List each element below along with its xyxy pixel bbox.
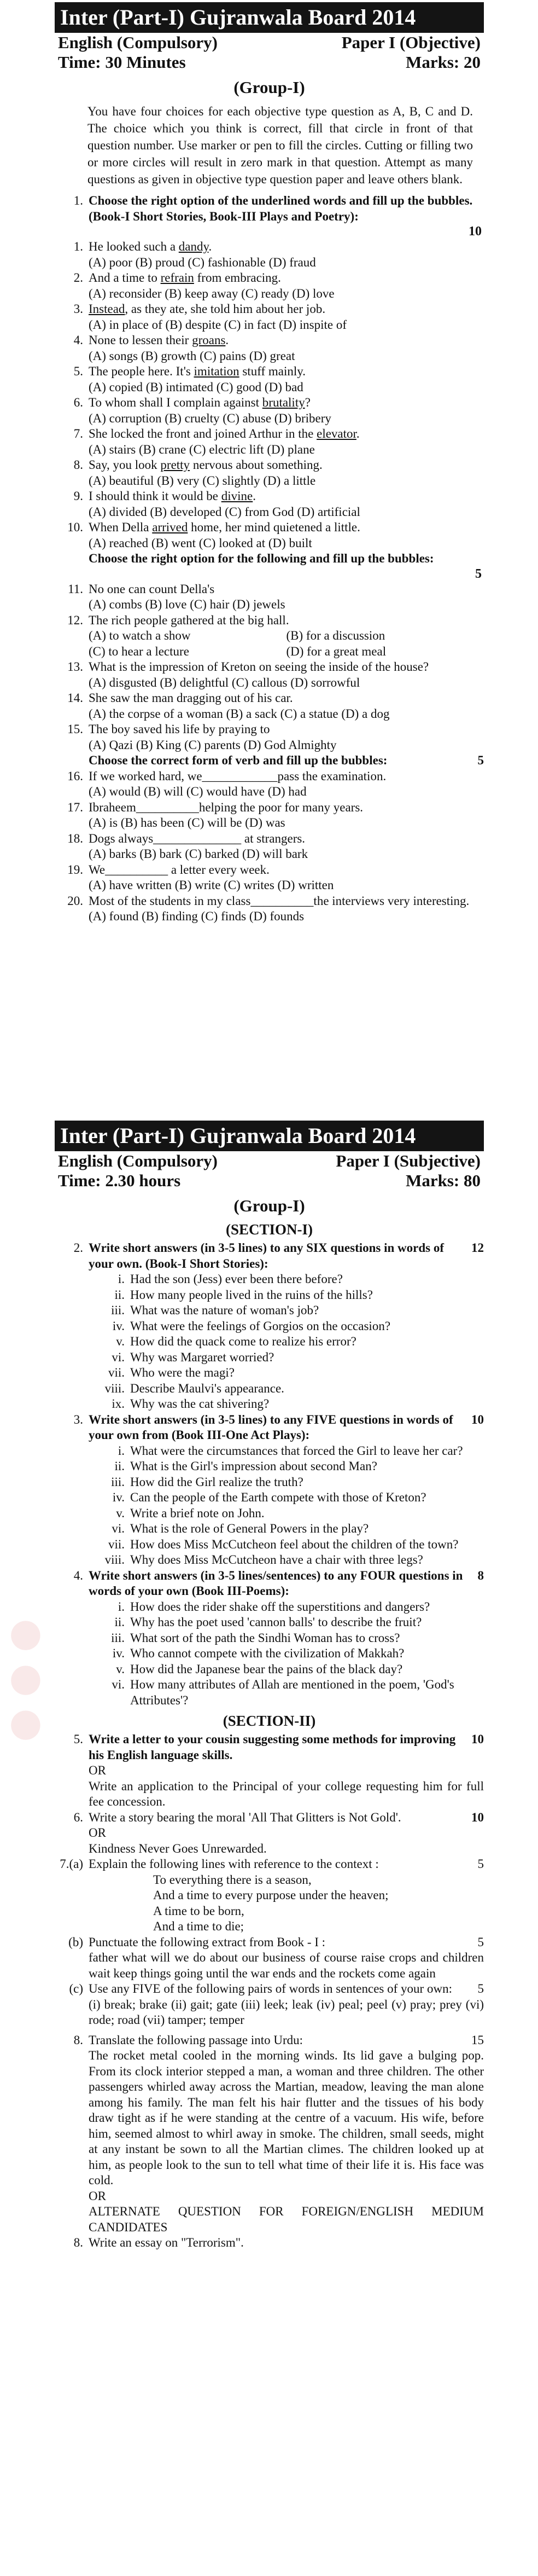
short-question-text: What were the feelings of Gorgios on the occasion?: [130, 1319, 391, 1333]
paper1-instructions: You have four choices for each objective type question as A, B, C and D. The choice which you think is correct, fill that circle in front of that question number. Use marker or pen to fill the circles. Cutting or filling two or more circles will result in zero mark in that question. Attempt as many questions as given in objective type question paper and leave others blank.: [87, 105, 473, 186]
item-options: (A) reconsider (B) keep away (C) ready (D) love: [89, 286, 335, 300]
sentence-pre: To whom shall I complain against: [89, 396, 262, 409]
item-sentence: [89, 489, 484, 504]
mcq-item: [55, 239, 484, 255]
short-question-text: How many attributes of Allah are mentioned in the poem, 'God's Attributes'?: [130, 1678, 454, 1707]
item-number: 1.: [73, 240, 83, 253]
sentence-pre: The people here. It's: [89, 364, 194, 378]
option: (A) to watch a show: [89, 629, 191, 642]
mcq-item: [55, 489, 484, 504]
underlined-word: divine: [221, 489, 253, 503]
paper2-group: (Group-I): [233, 1196, 305, 1215]
short-question-text: How many people lived in the ruins of the hills?: [130, 1287, 373, 1302]
short-question-text: Can the people of the Earth compete with those of Kreton?: [130, 1490, 426, 1504]
short-question-text: How does Miss McCutcheon feel about the children of the town?: [130, 1537, 459, 1551]
sq-7a: 7.(a) Explain the following lines with reference to the context : 5: [55, 1856, 484, 1872]
item-number: 11.: [68, 582, 83, 596]
question-text: Write a letter to your cousin suggesting some methods for improving his English language skills.: [89, 1732, 456, 1762]
mcq-list-2: [55, 582, 484, 753]
sentence-pre: When Della: [89, 520, 153, 534]
underlined-word: Instead: [89, 302, 125, 316]
item-number: 10.: [67, 520, 83, 534]
underlined-word: groans: [192, 333, 226, 347]
short-question-text: How did the Girl realize the truth?: [130, 1475, 303, 1489]
question-text: Choose the correct form of verb and fill up the bubbles:: [89, 753, 388, 767]
sq2-list: [55, 1272, 484, 1412]
item-sentence: We__________ a letter every week.: [89, 862, 270, 877]
roman-number: iii.: [111, 1631, 125, 1645]
sq-2: 2. Write short answers (in 3-5 lines) to any SIX questions in words of your own. (Book-I Short Stories): 12: [55, 1240, 484, 1272]
question-text: Punctuate the following extract from Book - I :: [89, 1935, 326, 1949]
roman-number: v.: [116, 1506, 125, 1520]
sq-7b: (b) Punctuate the following extract from Book - I : 5: [55, 1935, 484, 1951]
subjective-paper: [55, 1121, 484, 2251]
paper1-meta-row2: [55, 53, 484, 72]
item-options: (A) beautiful (B) very (C) slightly (D) a little: [89, 473, 316, 488]
item-options: (A) would (B) will (C) would have (D) had: [89, 785, 307, 798]
item-options: (A) have written (B) write (C) writes (D) written: [89, 878, 334, 892]
question-text: Write short answers (in 3-5 lines/sentences) to any FOUR questions in words of your own (Book III-Poems):: [89, 1568, 463, 1598]
sentence-pre: None to lessen their: [89, 333, 192, 347]
short-question-text: How did the Japanese bear the pains of the black day?: [130, 1662, 403, 1676]
roman-number: vii.: [108, 1537, 125, 1551]
roman-number: ii.: [114, 1615, 125, 1629]
item-options: (A) is (B) has been (C) will be (D) was: [89, 816, 285, 829]
sentence-post: .: [225, 333, 229, 347]
item-sentence: The boy saved his life by praying to: [89, 722, 270, 736]
option: (B) for a discussion: [286, 629, 385, 642]
short-question-text: What sort of the path the Sindhi Woman has to cross?: [130, 1631, 400, 1645]
sq-7c: (c) Use any FIVE of the following pairs of words in sentences of your own: 5: [55, 1981, 484, 1997]
roman-number: iv.: [112, 1646, 125, 1660]
mcq-item: [55, 301, 484, 317]
sentence-pre: I should think it would be: [89, 489, 221, 503]
mcq-item: [55, 270, 484, 286]
underlined-word: dandy: [178, 240, 209, 253]
translation-passage: The rocket metal cooled in the morning winds. Its lid gave a bulging pop. From its clock interior stepped a man, a woman and three children. The other passengers whirled away across the Martian, meadow, leaving the man alone among his family. The man felt his hair flutter and the tissues of his body draw tight as if he were standing at the centre of a vacuum. His wife, before him, seemed almost to whirl away in smoke. The children, small seeds, might at any instant be sown to all the Martian climes. The children looked up at him, as people look to the sun to tell what time of their life it is. His face was cold.: [89, 2049, 484, 2187]
short-question-text: Who cannot compete with the civilization of Makkah?: [130, 1646, 405, 1660]
mcq-item: [55, 862, 484, 878]
sentence-post: from embracing.: [194, 271, 281, 285]
short-question: [55, 1521, 484, 1537]
roman-number: ix.: [112, 1397, 125, 1411]
item-options: (A) disgusted (B) delightful (C) callous (D) sorrowful: [89, 675, 360, 689]
sq-5: 5. Write a letter to your cousin suggesting some methods for improving his English language skills. 10: [55, 1732, 484, 1763]
short-question: [55, 1334, 484, 1350]
question-marks: 10: [471, 1810, 484, 1824]
paper2-meta-row2: [55, 1171, 484, 1191]
sq6-alternative: Kindness Never Goes Unrewarded.: [89, 1841, 267, 1855]
short-question: [55, 1365, 484, 1381]
sq-3: 3. Write short answers (in 3-5 lines) to any FIVE questions in words of your own from (Book III-One Act Plays): 10: [55, 1412, 484, 1443]
roman-number: vi.: [112, 1678, 125, 1691]
question-marks: 15: [471, 2033, 484, 2047]
item-options: (A) poor (B) proud (C) fashionable (D) fraud: [89, 255, 316, 269]
short-question: [55, 1459, 484, 1475]
short-question: [55, 1552, 484, 1568]
sentence-post: ?: [305, 396, 311, 409]
word-pairs: (i) break; brake (ii) gait; gate (iii) leek; leak (iv) peal; peel (v) pray; prey (vi) rode; road (vii) tamper; temper: [89, 1997, 484, 2027]
short-question: [55, 1631, 484, 1646]
paper2-time: Time: 2.30 hours: [58, 1171, 181, 1190]
question-marks: 10: [471, 1732, 484, 1746]
question-marks: 5: [477, 753, 484, 767]
short-question: [55, 1381, 484, 1397]
item-number: 4.: [73, 333, 83, 347]
short-question: [55, 1287, 484, 1303]
poem-lines: [55, 1872, 484, 1935]
alternate-heading: ALTERNATE QUESTION FOR FOREIGN/ENGLISH MEDIUM CANDIDATES: [89, 2204, 484, 2234]
paper2-subject: English (Compulsory): [58, 1151, 218, 1170]
item-number: 9.: [73, 489, 83, 503]
sentence-post: stuff mainly.: [239, 364, 306, 378]
sentence-post: home, her mind quietened a little.: [188, 520, 360, 534]
item-sentence: If we worked hard, we____________pass the examination.: [89, 769, 387, 783]
short-question: [55, 1677, 484, 1708]
roman-number: ii.: [114, 1287, 125, 1302]
item-number: 3.: [73, 302, 83, 316]
item-sentence: Most of the students in my class__________the interviews very interesting.: [89, 894, 470, 908]
roman-number: i.: [118, 1443, 125, 1458]
roman-number: i.: [118, 1599, 125, 1614]
item-number: 7.: [73, 427, 83, 440]
mcq-item: [55, 800, 484, 816]
sq5-alternative: Write an application to the Principal of your college requesting him for full fee concession.: [89, 1779, 484, 1808]
roman-number: vi.: [112, 1350, 125, 1364]
short-question: [55, 1599, 484, 1615]
section-2-heading: (SECTION-II): [223, 1713, 316, 1729]
underlined-word: pretty: [160, 458, 190, 472]
sentence-post: .: [356, 427, 360, 440]
short-question: [55, 1506, 484, 1522]
underlined-word: refrain: [160, 271, 194, 285]
mcq-item: [55, 691, 484, 706]
item-sentence: [89, 333, 484, 349]
item-sentence: [89, 520, 484, 536]
sentence-post: .: [253, 489, 256, 503]
item-options: (A) songs (B) growth (C) pains (D) great: [89, 349, 295, 363]
roman-number: viii.: [104, 1553, 125, 1567]
short-question-text: Why has the poet used 'cannon balls' to describe the fruit?: [130, 1615, 422, 1629]
short-question-text: Who were the magi?: [130, 1366, 235, 1379]
short-question: [55, 1646, 484, 1662]
item-options: (A) reached (B) went (C) looked at (D) built: [89, 536, 312, 550]
objective-paper: [55, 2, 484, 925]
poem-line: A time to be born,: [153, 1904, 244, 1918]
short-question-text: How does the rider shake off the superstitions and dangers?: [130, 1599, 430, 1614]
item-options: (A) found (B) finding (C) finds (D) founds: [89, 909, 305, 923]
underlined-word: elevator: [317, 427, 356, 440]
item-sentence: The rich people gathered at the big hall.: [89, 613, 289, 627]
item-number: 16.: [67, 769, 83, 783]
short-question: [55, 1272, 484, 1287]
mcq-item: [55, 426, 484, 442]
or-label: OR: [89, 2189, 106, 2203]
short-question: [55, 1350, 484, 1366]
roman-number: vii.: [108, 1366, 125, 1379]
option: (C) to hear a lecture: [89, 644, 189, 658]
item-options: (A) Qazi (B) King (C) parents (D) God Almighty: [89, 738, 337, 752]
item-sentence: [89, 301, 484, 317]
mcq-list-1: [55, 239, 484, 551]
question-marks: 5: [477, 1935, 484, 1949]
question-marks: 8: [477, 1568, 484, 1582]
short-question-text: What were the circumstances that forced the Girl to leave her car?: [130, 1443, 463, 1458]
question-marks: 5: [477, 1982, 484, 1995]
punctuation-extract: father what will we do about our business of course raise crops and children wait keep things going until the war ends and the rockets come again: [89, 1951, 484, 1980]
option: (D) for a great meal: [286, 644, 387, 658]
sq3-list: [55, 1443, 484, 1568]
item-number: 18.: [67, 831, 83, 845]
roman-number: ii.: [114, 1459, 125, 1473]
short-question-text: Why was Margaret worried?: [130, 1350, 274, 1364]
question-text: Write an essay on "Terrorism".: [89, 2236, 244, 2249]
item-sentence: [89, 426, 484, 442]
roman-number: iv.: [112, 1319, 125, 1333]
sentence-pre: And a time to: [89, 271, 161, 285]
question-text: Choose the right option for the following and fill up the bubbles:: [89, 552, 434, 565]
sentence-pre: He looked such a: [89, 240, 179, 253]
paper2-paper: Paper I (Subjective): [336, 1151, 481, 1170]
sentence-pre: She locked the front and joined Arthur in the: [89, 427, 317, 440]
short-question: [55, 1475, 484, 1490]
short-question: [55, 1537, 484, 1553]
item-sentence: [89, 364, 484, 380]
question-text: Write short answers (in 3-5 lines) to any SIX questions in words of your own. (Book-I Short Stories):: [89, 1241, 445, 1270]
item-number: 15.: [67, 722, 83, 736]
paper1-group: (Group-I): [233, 78, 305, 97]
mcq-item: [55, 613, 484, 629]
mcq-item: [55, 395, 484, 411]
mcq-list-3: [55, 769, 484, 925]
question-marks: 10: [469, 224, 482, 239]
or-label: OR: [89, 1826, 106, 1840]
question-2: [55, 551, 484, 567]
short-question: [55, 1319, 484, 1335]
roman-number: iv.: [112, 1490, 125, 1504]
mcq-item: [55, 769, 484, 785]
short-question: [55, 1490, 484, 1506]
item-sentence: She saw the man dragging out of his car.: [89, 691, 293, 705]
item-sentence: [89, 239, 484, 255]
short-question: [55, 1396, 484, 1412]
poem-line: And a time to die;: [153, 1919, 244, 1933]
item-options: (A) stairs (B) crane (C) electric lift (D) plane: [89, 442, 315, 456]
short-question-text: Write a brief note on John.: [130, 1506, 265, 1520]
sq-8: 8. Translate the following passage into Urdu: 15: [55, 2033, 484, 2049]
item-options: (A) in place of (B) despite (C) in fact (D) inspite of: [89, 317, 347, 332]
or-label: OR: [89, 1763, 106, 1777]
mcq-item: [55, 831, 484, 847]
underlined-word: brutality: [262, 396, 305, 409]
paper2-banner: Inter (Part-I) Gujranwala Board 2014: [55, 1121, 484, 1151]
question-marks: 12: [471, 1241, 484, 1255]
paper2-meta-row1: [55, 1151, 484, 1171]
roman-number: v.: [116, 1335, 125, 1348]
mcq-item: [55, 894, 484, 909]
underlined-word: arrived: [152, 520, 188, 534]
item-options: (A) corruption (B) cruelty (C) abuse (D) bribery: [89, 411, 331, 425]
item-options: [55, 644, 484, 660]
question-text: Write a story bearing the moral 'All That Glitters is Not Gold'.: [89, 1810, 401, 1824]
question-1: [55, 193, 484, 224]
item-sentence: No one can count Della's: [89, 582, 215, 596]
short-question-text: Why was the cat shivering?: [130, 1397, 270, 1411]
short-question-text: What is the role of General Powers in the play?: [130, 1522, 369, 1535]
roman-number: i.: [118, 1272, 125, 1286]
short-question-text: Describe Maulvi's appearance.: [130, 1381, 284, 1395]
mcq-item: [55, 333, 484, 349]
section-1-heading: (SECTION-I): [225, 1221, 313, 1238]
item-sentence: [89, 270, 484, 286]
item-options: (A) barks (B) bark (C) barked (D) will bark: [89, 847, 308, 861]
mcq-item: [55, 659, 484, 675]
roman-number: iii.: [111, 1475, 125, 1489]
question-marks: 5: [477, 1857, 484, 1871]
paper1-paper: Paper I (Objective): [341, 33, 481, 52]
sentence-post: .: [208, 240, 212, 253]
sq-6: 6. Write a story bearing the moral 'All That Glitters is Not Gold'. 10: [55, 1810, 484, 1826]
item-number: 2.: [73, 271, 83, 285]
item-number: 5.: [73, 364, 83, 378]
question-number: 1.: [73, 194, 83, 207]
item-sentence: [89, 395, 484, 411]
question-text: Choose the right option of the underlined words and fill up the bubbles. (Book-I Short Stories, Book-III Plays and Poetry):: [89, 194, 473, 223]
short-question: [55, 1443, 484, 1459]
item-sentence: Ibraheem__________helping the poor for many years.: [89, 800, 364, 814]
item-options: (A) copied (B) intimated (C) good (D) bad: [89, 380, 303, 394]
mcq-item: [55, 582, 484, 597]
paper1-banner: Inter (Part-I) Gujranwala Board 2014: [55, 2, 484, 33]
short-question-text: What is the Girl's impression about second Man?: [130, 1459, 377, 1473]
roman-number: v.: [116, 1662, 125, 1676]
paper1-subject: English (Compulsory): [58, 33, 218, 52]
item-number: 20.: [67, 894, 83, 908]
item-sentence: [89, 457, 484, 473]
short-question-text: Had the son (Jess) ever been there before?: [130, 1272, 343, 1286]
short-question: [55, 1662, 484, 1678]
question-text: Write short answers (in 3-5 lines) to any FIVE questions in words of your own from (Book III-One Act Plays):: [89, 1412, 453, 1442]
item-sentence: What is the impression of Kreton on seeing the inside of the house?: [89, 660, 429, 674]
sentence-post: nervous about something.: [190, 458, 323, 472]
short-question: [55, 1303, 484, 1319]
question-marks: 5: [475, 566, 482, 581]
watermark: ●●●: [3, 1616, 48, 1751]
mcq-item: [55, 520, 484, 536]
question-marks: 10: [471, 1412, 484, 1426]
question-text: Explain the following lines with reference to the context :: [89, 1857, 379, 1871]
short-question-text: How did the quack come to realize his error?: [130, 1335, 356, 1348]
roman-number: viii.: [104, 1381, 125, 1395]
roman-number: iii.: [111, 1303, 125, 1317]
sentence-pre: Say, you look: [89, 458, 161, 472]
paper1-time: Time: 30 Minutes: [58, 53, 186, 72]
item-options: (A) combs (B) love (C) hair (D) jewels: [89, 597, 285, 611]
mcq-item: [55, 457, 484, 473]
paper1-meta-row1: [55, 33, 484, 53]
item-sentence: Dogs always______________ at strangers.: [89, 831, 306, 845]
short-question: [55, 1615, 484, 1631]
paper1-marks: Marks: 20: [406, 53, 481, 72]
short-question-text: What was the nature of woman's job?: [130, 1303, 319, 1317]
item-options: (A) divided (B) developed (C) from God (D) artificial: [89, 504, 360, 519]
item-options: (A) the corpse of a woman (B) a sack (C) a statue (D) a dog: [89, 706, 390, 721]
sq4-list: [55, 1599, 484, 1709]
item-number: 14.: [67, 691, 83, 705]
item-number: 17.: [67, 800, 83, 814]
question-text: Translate the following passage into Urdu:: [89, 2033, 303, 2047]
short-question-text: Why does Miss McCutcheon have a chair with three legs?: [130, 1553, 423, 1567]
sentence-post: , as they ate, she told him about her job.: [125, 302, 326, 316]
mcq-item: [55, 364, 484, 380]
roman-number: vi.: [112, 1522, 125, 1535]
item-number: 19.: [67, 862, 83, 877]
item-number: 8.: [73, 458, 83, 472]
poem-line: To everything there is a season,: [153, 1872, 312, 1887]
sq-8-alt: 8. Write an essay on "Terrorism".: [55, 2235, 484, 2251]
item-number: 6.: [73, 396, 83, 409]
item-number: 13.: [67, 660, 83, 674]
paper2-marks: Marks: 80: [406, 1171, 481, 1190]
item-number: 12.: [67, 613, 83, 627]
poem-line: And a time to every purpose under the heaven;: [153, 1888, 389, 1902]
sq-4: 4. Write short answers (in 3-5 lines/sentences) to any FOUR questions in words of your own (Book III-Poems): 8: [55, 1568, 484, 1599]
question-text: Use any FIVE of the following pairs of words in sentences of your own:: [89, 1982, 452, 1995]
question-3: [55, 753, 484, 769]
item-options: [55, 628, 484, 644]
underlined-word: imitation: [194, 364, 239, 378]
mcq-item: [55, 722, 484, 738]
